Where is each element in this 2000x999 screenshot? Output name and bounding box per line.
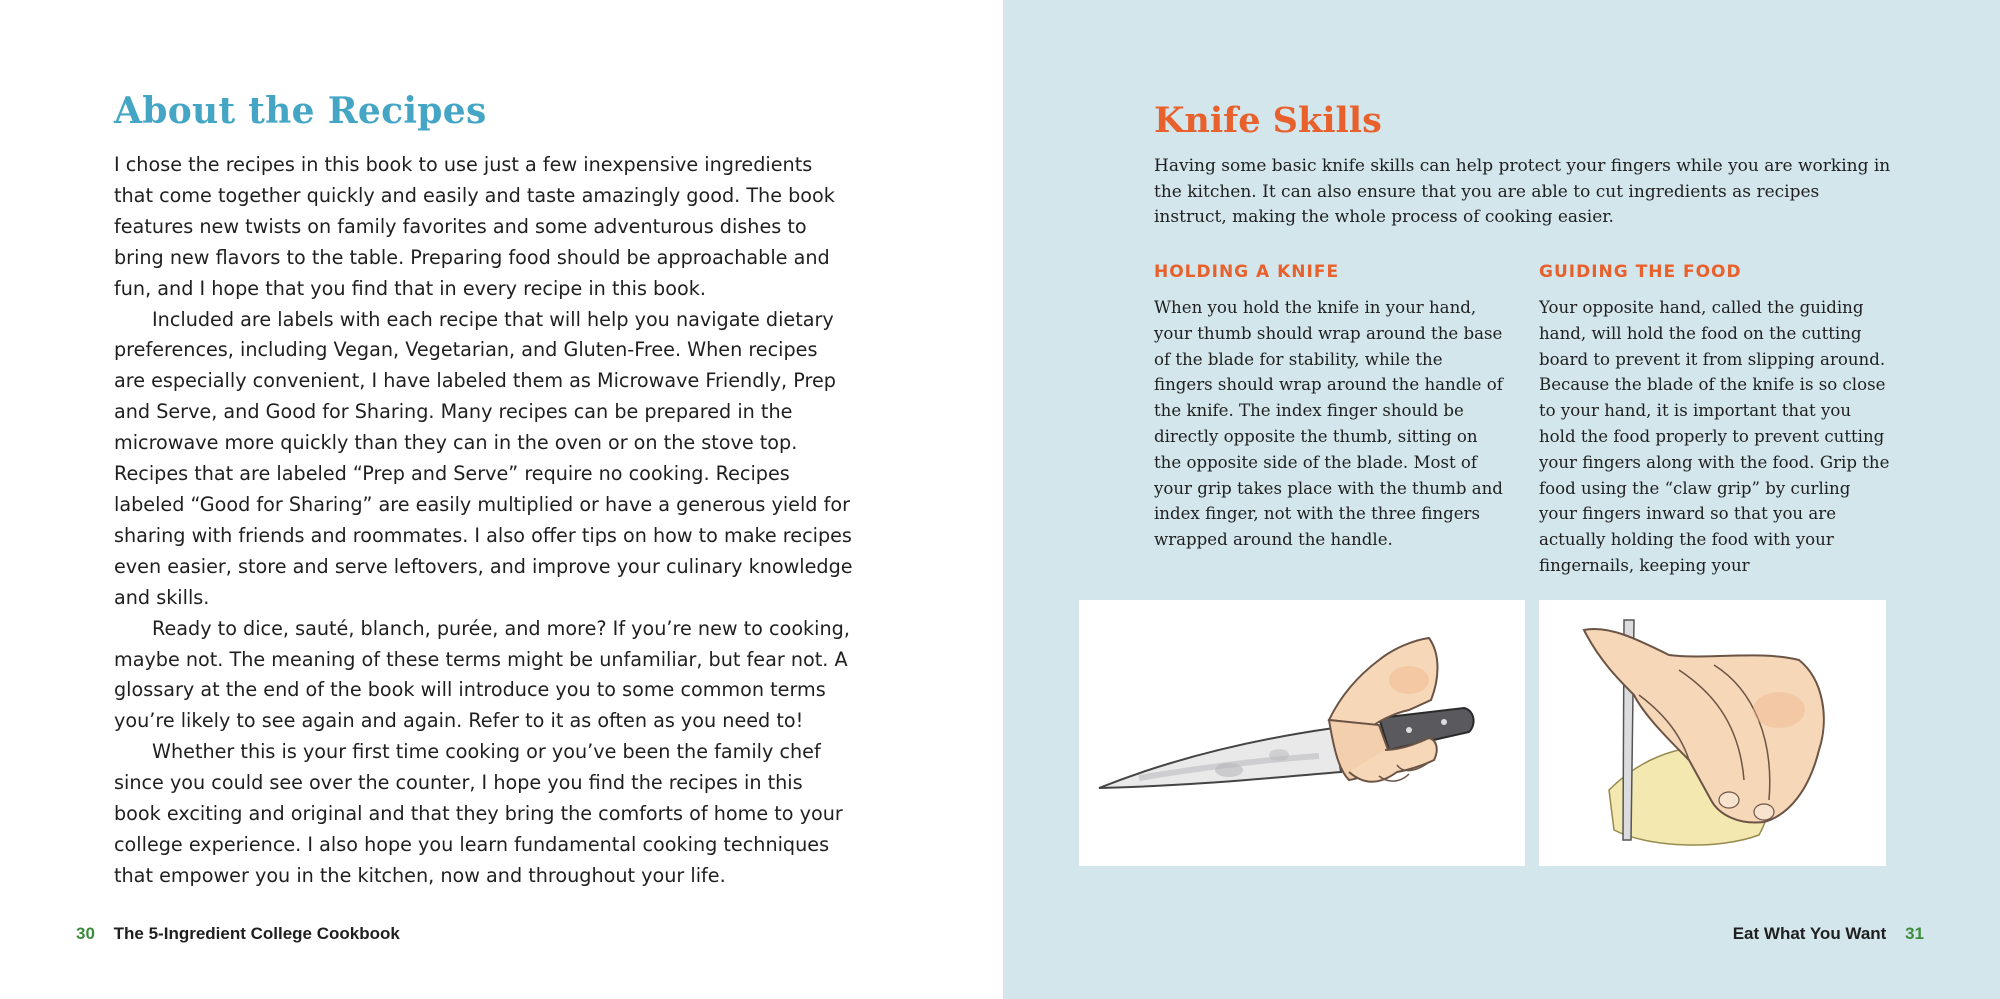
page-title-about-recipes: About the Recipes: [114, 90, 487, 132]
knife-skills-intro: Having some basic knife skills can help protect your fingers while you are working in the kitchen. It can also ensure that you are able to cut ingredients as recipes instruct, making the whole process of cooking easier.: [1154, 156, 1891, 227]
left-folio: [76, 924, 400, 944]
right-page: [1003, 0, 2000, 999]
paragraph: Whether this is your first time cooking or you’ve been the family chef since you could see over the counter, I hope you find the recipes in this book exciting and original and that they bring the comforts of home to your college experience. I also hope you learn fundamental cooking techniques that empower you in the kitchen, now and throughout your life.: [114, 740, 843, 887]
knife-grip-illustration: [1079, 600, 1525, 866]
claw-grip-illustration: [1539, 600, 1886, 866]
running-head: Eat What You Want: [1732, 924, 1887, 943]
section-heading-holding-knife: HOLDING A KNIFE: [1154, 262, 1340, 282]
paragraph: Ready to dice, sauté, blanch, purée, and more? If you’re new to cooking, maybe not. The meaning of these terms might be unfamiliar, but fear not. A glossary at the end of the book will introduce you to some common terms you’re likely to see again and again. Refer to it as often as you need to!: [114, 616, 850, 733]
section-body-holding-knife: When you hold the knife in your hand, your thumb should wrap around the base of the blade for stability, while the fingers should wrap around the handle of the knife. The index finger should be directly opposite the thumb, sitting on the opposite side of the blade. Most of your grip takes place with the thumb and index finger, not with the three fingers wrapped around the handle.: [1154, 298, 1503, 550]
page-number: 30: [76, 924, 95, 943]
page-number: 31: [1905, 924, 1924, 943]
right-folio: [1733, 924, 1924, 944]
running-head: The 5-Ingredient College Cookbook: [113, 924, 400, 943]
page-title-knife-skills: Knife Skills: [1154, 100, 1382, 141]
paragraph: Included are labels with each recipe that will help you navigate dietary preferences, including Vegan, Vegetarian, and Gluten-Free. When recipes are especially convenient, I have labeled them as Microwave Friendly, Prep and Serve, and Good for Sharing. Many recipes can be prepared in the microwave more quickly than they can in the oven or on the stove top. Recipes that are labeled “Prep and Serve” require no cooking. Recipes labeled “Good for Sharing” are easily multiplied or have a generous yield for sharing with friends and roommates. I also offer tips on how to make recipes even easier, store and serve leftovers, and improve your culinary knowledge and skills.: [114, 307, 853, 609]
about-recipes-body: [114, 150, 854, 892]
section-body-guiding-food: Your opposite hand, called the guiding hand, will hold the food on the cutting board to prevent it from slipping around. Because the blade of the knife is so close to your hand, it is important that you hold the food properly to prevent cutting your fingers along with the food. Grip the food using the “claw grip” by curling your fingers inward so that you are actually holding the food with your fingernails, keeping your: [1539, 298, 1890, 575]
section-heading-guiding-food: GUIDING THE FOOD: [1539, 262, 1742, 282]
paragraph: I chose the recipes in this book to use just a few inexpensive ingredients that come together quickly and easily and taste amazingly good. The book features new twists on family favorites and some adventurous dishes to bring new flavors to the table. Preparing food should be approachable and fun, and I hope that you find that in every recipe in this book.: [114, 153, 835, 300]
